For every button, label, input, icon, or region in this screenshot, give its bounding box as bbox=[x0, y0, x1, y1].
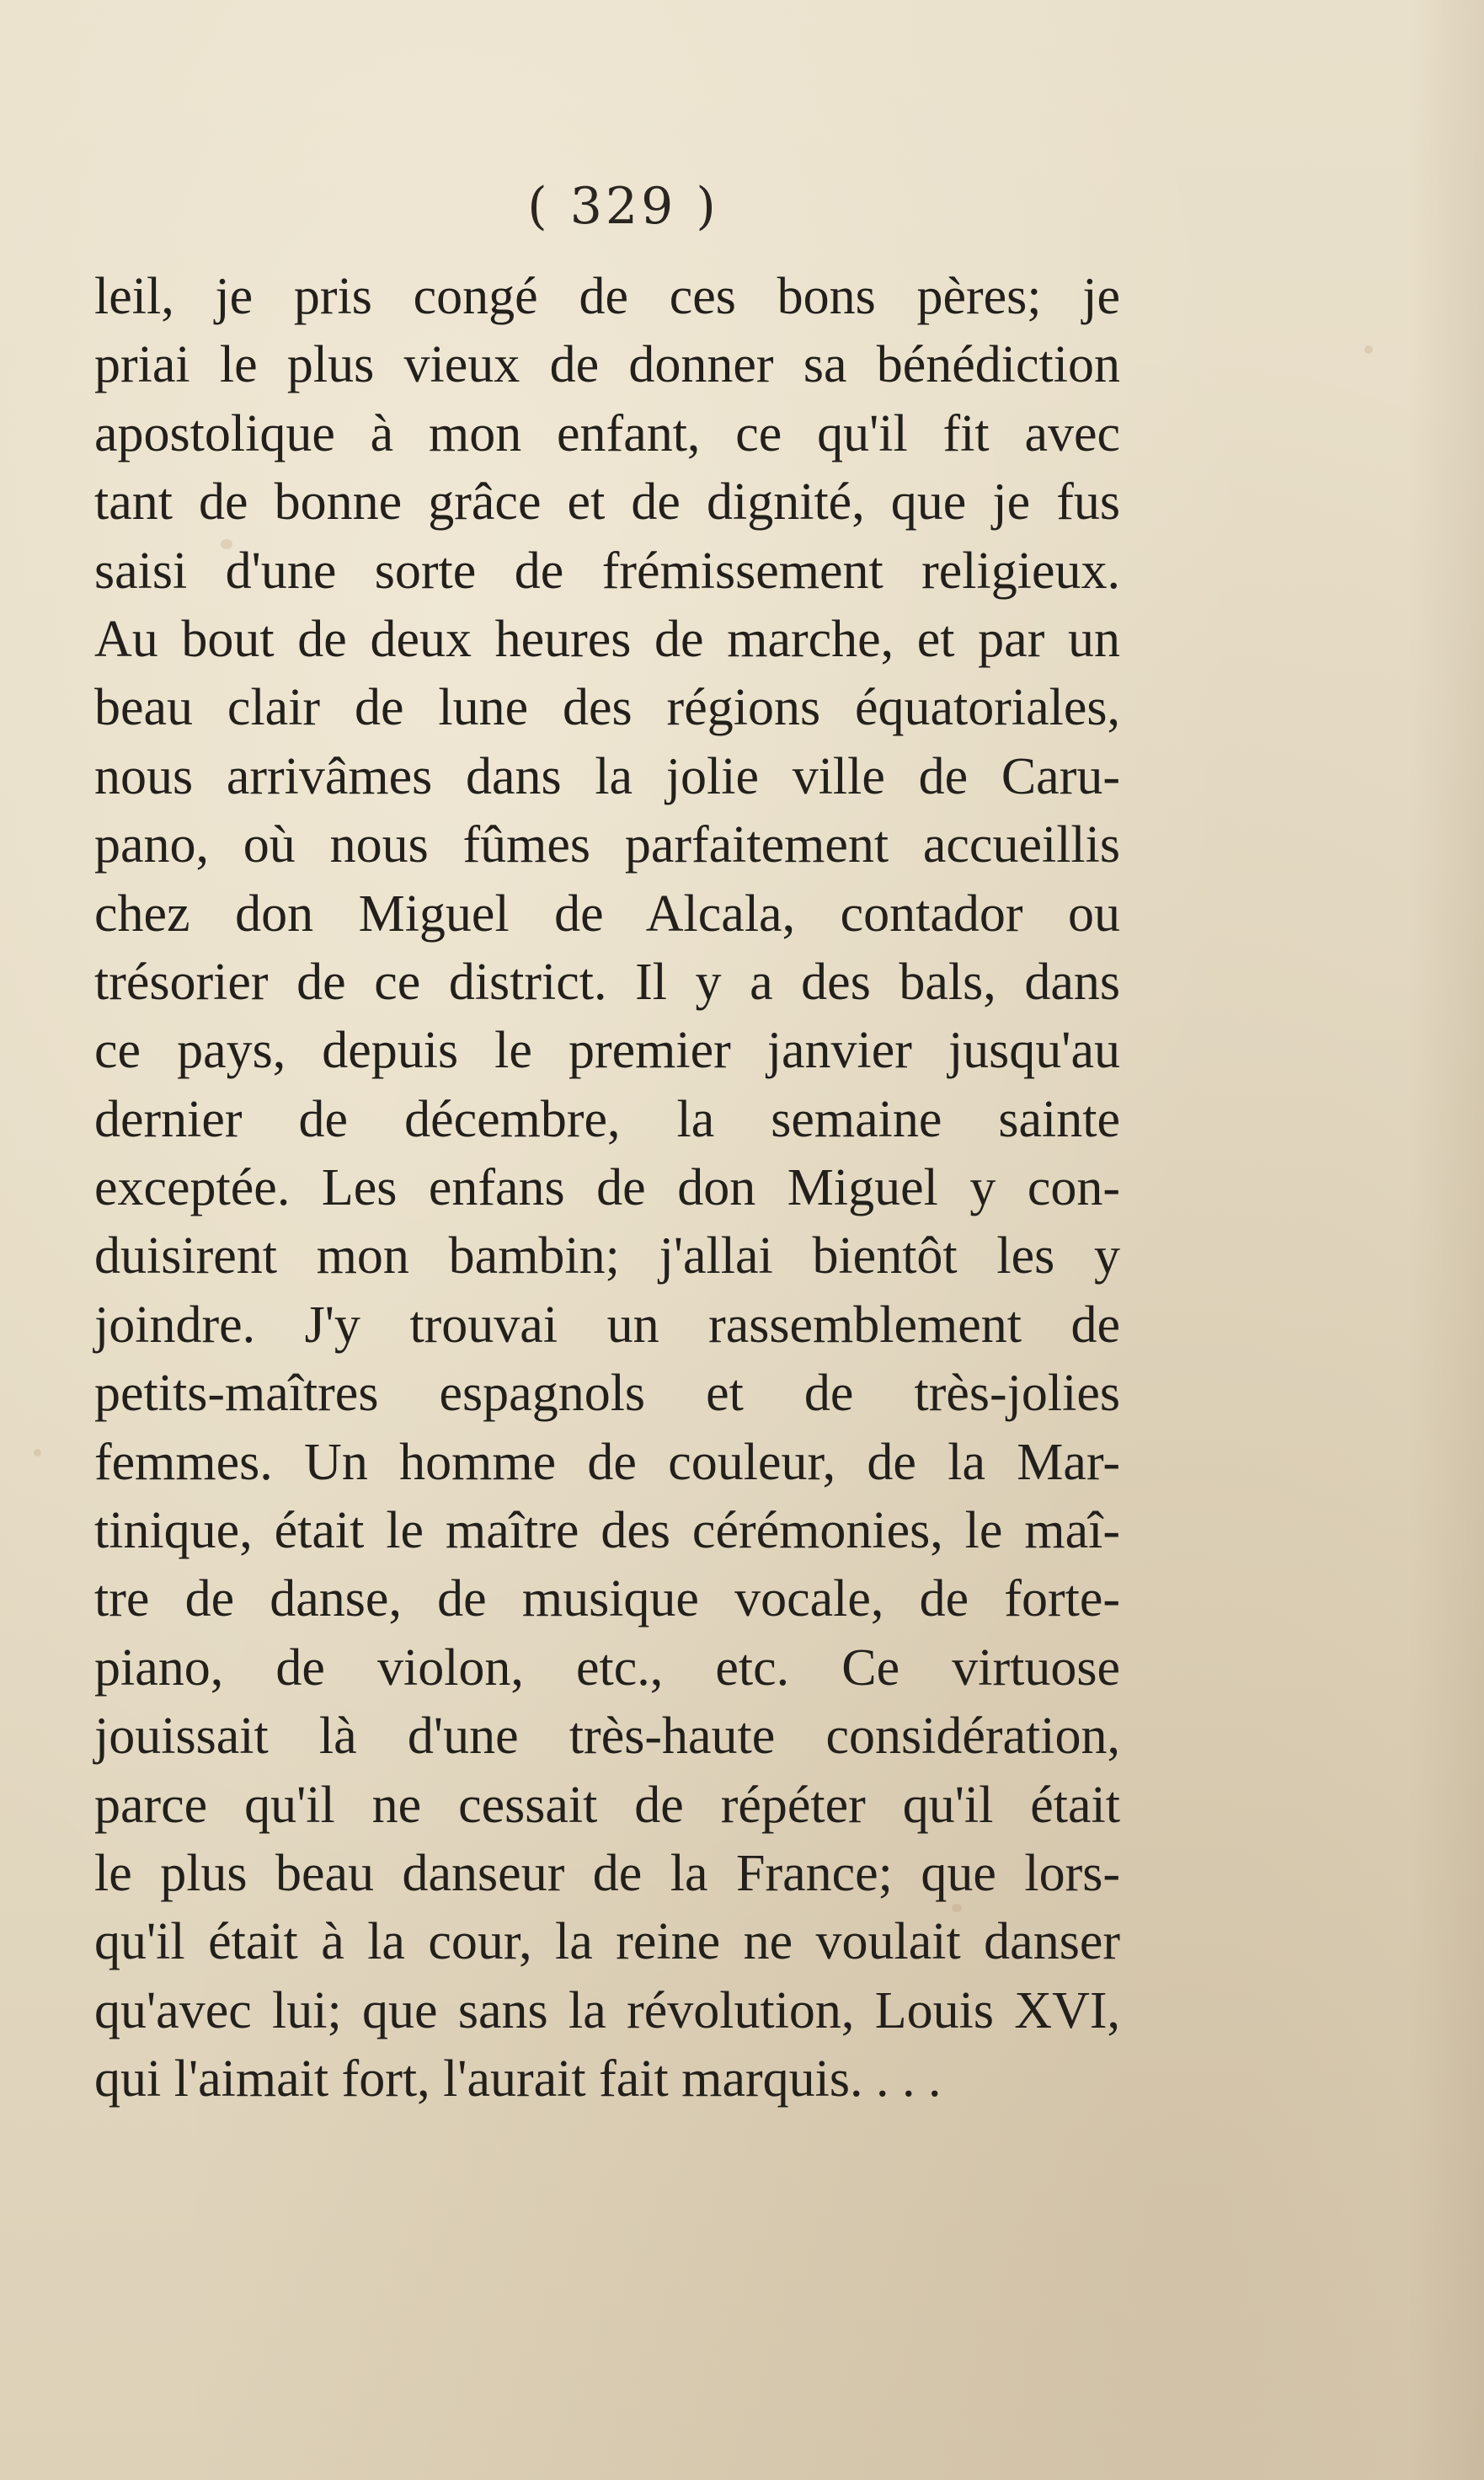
text-line: le plus beau danseur de la France; que lors- bbox=[94, 1844, 1120, 1902]
text-line: ce pays, depuis le premier janvier jusqu'au bbox=[94, 1022, 1120, 1080]
page-edge-shadow bbox=[1408, 0, 1484, 2480]
text-line: dernier de décembre, la semaine sainte bbox=[94, 1090, 1120, 1148]
text-line: qu'il était à la cour, la reine ne voulait danser bbox=[94, 1913, 1120, 1971]
text-line: priai le plus vieux de donner sa bénédiction bbox=[94, 336, 1120, 394]
text-line: exceptée. Les enfans de don Miguel y con- bbox=[94, 1159, 1120, 1217]
text-line: petits-maîtres espagnols et de très-jolies bbox=[94, 1365, 1120, 1423]
text-line: tinique, était le maître des cérémonies, le maî- bbox=[94, 1502, 1120, 1560]
text-line: piano, de violon, etc., etc. Ce virtuose bbox=[94, 1638, 1120, 1697]
text-line: beau clair de lune des régions équatoriales, bbox=[94, 679, 1120, 737]
page-number: ( 329 ) bbox=[527, 177, 719, 236]
text-line: Au bout de deux heures de marche, et par un bbox=[94, 610, 1120, 668]
text-line: joindre. J'y trouvai un rassemblement de bbox=[94, 1296, 1120, 1354]
text-line: tre de danse, de musique vocale, de forte- bbox=[94, 1570, 1120, 1628]
text-line: duisirent mon bambin; j'allai bientôt les y bbox=[94, 1227, 1120, 1285]
text-line: apostolique à mon enfant, ce qu'il fit avec bbox=[94, 404, 1120, 462]
text-line: qu'avec lui; que sans la révolution, Louis XVI, bbox=[94, 1981, 1120, 2039]
text-line: nous arrivâmes dans la jolie ville de Caru- bbox=[94, 747, 1120, 805]
foxing-spot bbox=[1364, 345, 1373, 354]
text-line: parce qu'il ne cessait de répéter qu'il était bbox=[94, 1776, 1120, 1834]
text-line: qui l'aimait fort, l'aurait fait marquis. . . . bbox=[94, 2050, 942, 2109]
text-line: pano, où nous fûmes parfaitement accueillis bbox=[94, 816, 1120, 874]
body-text bbox=[94, 263, 1120, 2114]
foxing-spot bbox=[34, 1449, 41, 1456]
text-line: femmes. Un homme de couleur, de la Mar- bbox=[94, 1433, 1120, 1491]
text-line: saisi d'une sorte de frémissement religieux. bbox=[94, 542, 1120, 600]
text-line: trésorier de ce district. Il y a des bals, dans bbox=[94, 953, 1120, 1011]
text-line: chez don Miguel de Alcala, contador ou bbox=[94, 885, 1120, 943]
text-line: tant de bonne grâce et de dignité, que je fus bbox=[94, 473, 1120, 532]
text-line: jouissait là d'une très-haute considération, bbox=[94, 1708, 1120, 1766]
text-line: leil, je pris congé de ces bons pères; je bbox=[94, 268, 1120, 325]
